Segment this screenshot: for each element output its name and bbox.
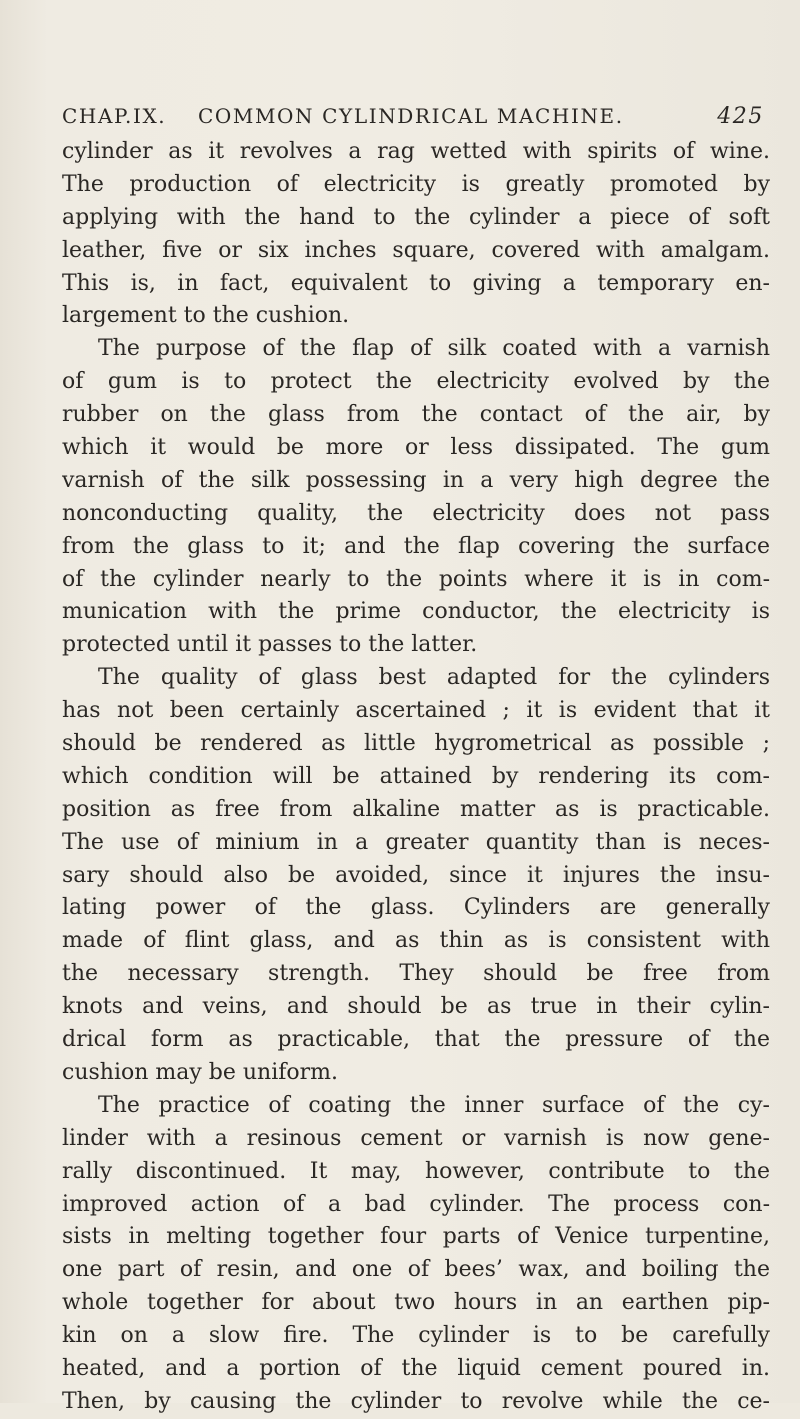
text-line: sists in melting together four parts of Venice turpentine, [62, 1224, 770, 1250]
text-line: sary should also be avoided, since it injures the insu- [62, 862, 770, 888]
text-line: kin on a slow fire. The cylinder is to be carefully [62, 1323, 770, 1349]
text-line: Then, by causing the cylinder to revolve while the ce- [62, 1388, 770, 1414]
text-line: leather, five or six inches square, covered with amalgam. [62, 237, 770, 263]
text-line: The use of minium in a greater quantity than is neces- [62, 829, 770, 855]
text-line: from the glass to it; and the flap covering the surface [62, 533, 770, 559]
text-line: position as free from alkaline matter as is practicable. [62, 796, 770, 822]
text-line: applying with the hand to the cylinder a piece of soft [62, 204, 770, 230]
text-line: has not been certainly ascertained ; it is evident that it [62, 698, 770, 724]
chapter-label: CHAP.IX. [62, 104, 167, 128]
text-line: nonconducting quality, the electricity does not pass [62, 500, 770, 526]
running-title: COMMON CYLINDRICAL MACHINE. [198, 104, 624, 128]
text-line: largement to the cushion. [62, 303, 350, 329]
text-line: which it would be more or less dissipated. The gum [62, 435, 770, 461]
text-line: rally discontinued. It may, however, contribute to the [62, 1158, 770, 1184]
text-line: heated, and a portion of the liquid cement poured in. [62, 1355, 770, 1381]
paragraph-first-line: The quality of glass best adapted for the cylinders [98, 665, 770, 691]
paragraph-first-line: The practice of coating the inner surface of the cy- [98, 1092, 770, 1118]
text-line: cushion may be uniform. [62, 1059, 339, 1085]
text-line: The production of electricity is greatly promoted by [62, 171, 770, 197]
text-line: the necessary strength. They should be free from [62, 961, 770, 987]
text-line: rubber on the glass from the contact of the air, by [62, 402, 770, 428]
text-line: munication with the prime conductor, the electricity is [62, 599, 770, 625]
text-line: whole together for about two hours in an earthen pip- [62, 1290, 770, 1316]
body-text [62, 136, 770, 1419]
text-line: drical form as practicable, that the pressure of the [62, 1027, 770, 1053]
text-line: protected until it passes to the latter. [62, 632, 478, 658]
text-line: This is, in fact, equivalent to giving a temporary en- [62, 270, 770, 296]
text-line: made of flint glass, and as thin as is consistent with [62, 928, 770, 954]
paragraph-first-line: The purpose of the flap of silk coated with a varnish [98, 336, 770, 362]
text-line: one part of resin, and one of bees’ wax, and boiling the [62, 1257, 770, 1283]
text-line: which condition will be attained by rendering its com- [62, 763, 770, 789]
text-line: improved action of a bad cylinder. The process con- [62, 1191, 770, 1217]
running-header [62, 104, 764, 138]
page-number: 425 [717, 104, 764, 129]
text-line: knots and veins, and should be as true in their cylin- [62, 994, 770, 1020]
text-line: lating power of the glass. Cylinders are generally [62, 895, 770, 921]
text-line: of the cylinder nearly to the points where it is in com- [62, 566, 770, 592]
text-line: varnish of the silk possessing in a very high degree the [62, 467, 770, 493]
text-line: linder with a resinous cement or varnish is now gene- [62, 1125, 770, 1151]
text-line: of gum is to protect the electricity evolved by the [62, 369, 770, 395]
text-line: should be rendered as little hygrometrical as possible ; [62, 731, 770, 757]
text-line: cylinder as it revolves a rag wetted with spirits of wine. [62, 139, 770, 164]
